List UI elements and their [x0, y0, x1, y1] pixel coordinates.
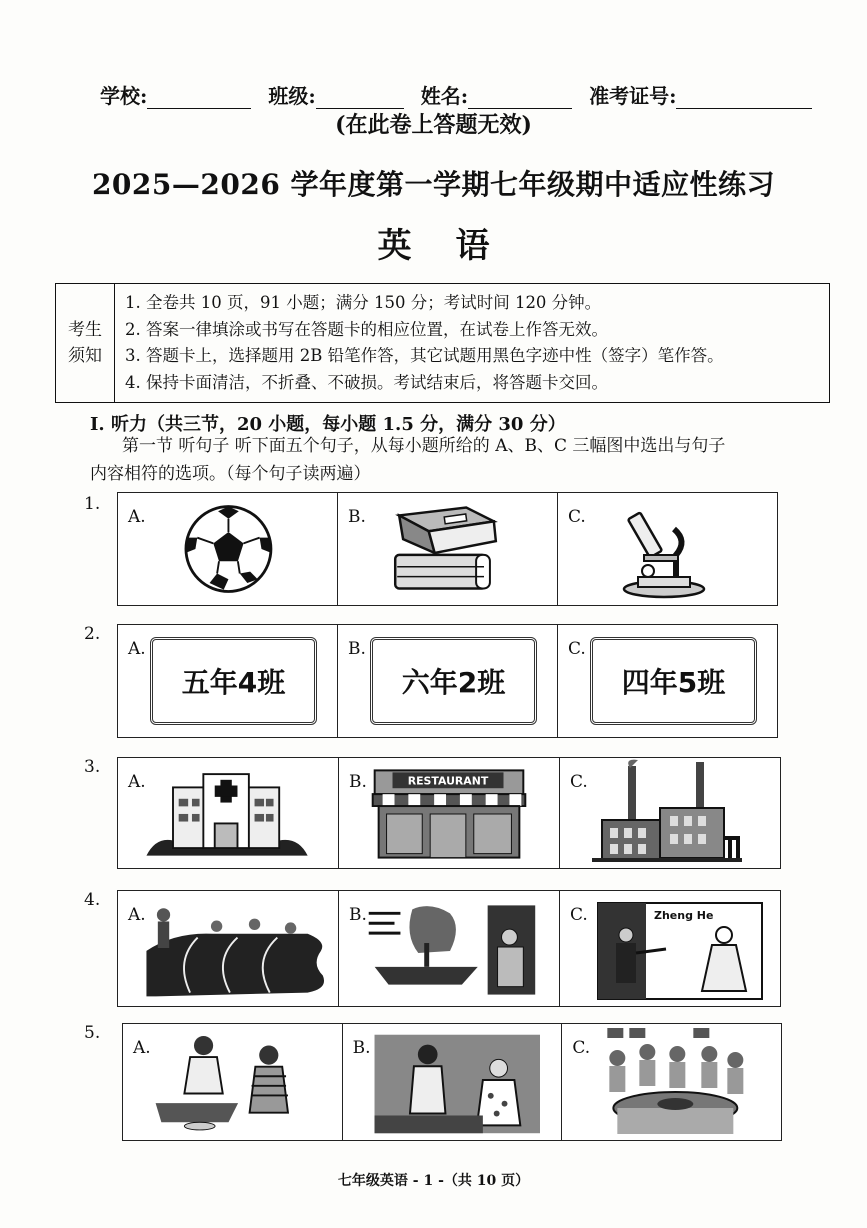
exam-no-blank	[676, 90, 812, 109]
subject-title: 英语	[377, 226, 534, 266]
option-b[interactable]	[339, 891, 560, 1006]
kitchen-icon	[343, 1024, 562, 1140]
option-b[interactable]	[343, 1024, 563, 1140]
history-lesson-icon	[339, 891, 559, 1006]
class-sign: 五年4班	[150, 637, 317, 725]
option-a[interactable]	[118, 625, 338, 737]
class-label: 班级:	[268, 84, 316, 108]
class-sign: 六年2班	[370, 637, 537, 725]
rule-item: 1. 全卷共 10 页，91 小题；满分 150 分；考试时间 120 分钟。	[125, 293, 602, 312]
option-label: C.	[572, 1038, 591, 1058]
board-text: Zheng He	[654, 909, 714, 922]
microscope-icon	[558, 493, 777, 605]
option-label: A.	[128, 639, 146, 659]
rule-item: 3. 答题卡上，选择题用 2B 铅笔作答，其它试题用黑色字迹中性（签字）笔作答。	[125, 346, 724, 365]
option-a[interactable]	[118, 758, 339, 868]
class-sign: 四年5班	[590, 637, 757, 725]
exam-rules-box	[55, 283, 830, 403]
question-4-options	[117, 890, 781, 1007]
option-b[interactable]	[338, 625, 558, 737]
books-icon	[338, 493, 557, 605]
restaurant-sign-text: RESTAURANT	[407, 774, 489, 788]
option-b[interactable]	[338, 493, 558, 605]
family-dinner-icon	[562, 1024, 781, 1140]
name-blank	[468, 90, 572, 109]
option-a[interactable]	[123, 1024, 343, 1140]
option-c[interactable]	[560, 891, 780, 1006]
option-label: C.	[570, 905, 588, 925]
question-3-options	[117, 757, 781, 869]
class-blank	[316, 90, 404, 109]
option-c[interactable]	[558, 625, 777, 737]
restaurant-icon	[339, 758, 559, 868]
option-label: B.	[349, 905, 367, 925]
part1-instruction-cont: 内容相符的选项。（每个句子读两遍）	[90, 464, 371, 484]
question-number: 2.	[84, 624, 101, 644]
rules-label	[56, 284, 115, 402]
option-c[interactable]	[562, 1024, 781, 1140]
rules-label-text: 考生须知	[68, 320, 102, 366]
option-label: B.	[349, 772, 367, 792]
question-number: 3.	[84, 757, 101, 777]
invalid-notice: (在此卷上答题无效)	[335, 112, 532, 138]
option-c[interactable]	[560, 758, 780, 868]
option-label: C.	[568, 507, 586, 527]
soccer-ball-icon	[118, 493, 337, 605]
option-label: C.	[570, 772, 588, 792]
option-label: B.	[348, 639, 366, 659]
option-label: A.	[128, 905, 146, 925]
rule-item: 2. 答案一律填涂或书写在答题卡的相应位置，在试卷上作答无效。	[125, 319, 608, 339]
exam-no-label: 准考证号:	[589, 84, 677, 108]
teacher-board-icon	[560, 891, 780, 1006]
option-c[interactable]	[558, 493, 777, 605]
option-label: A.	[128, 507, 146, 527]
name-label: 姓名:	[420, 84, 469, 108]
option-b[interactable]	[339, 758, 560, 868]
page-title: 2025—2026 学年度第一学期七年级期中适应性练习	[91, 168, 776, 201]
option-a[interactable]	[118, 493, 338, 605]
section-heading: I. 听力（共三节，20 小题，每小题 1.5 分，满分 30 分）	[90, 414, 566, 435]
question-number: 1.	[84, 494, 101, 514]
hospital-icon	[118, 758, 338, 868]
question-number: 4.	[84, 890, 101, 910]
part1-instruction: 第一节 听句子 听下面五个句子，从每小题所给的 A、B、C 三幅图中选出与句子	[122, 436, 726, 456]
question-2-options	[117, 624, 778, 738]
page-footer: 七年级英语 - 1 -（共 10 页）	[337, 1173, 530, 1189]
option-label: C.	[568, 639, 586, 659]
school-blank	[147, 90, 251, 109]
option-label: B.	[348, 507, 366, 527]
running-race-icon	[118, 891, 338, 1006]
factory-icon	[560, 758, 780, 868]
option-a[interactable]	[118, 891, 339, 1006]
school-label: 学校:	[100, 84, 148, 108]
question-number: 5.	[84, 1023, 101, 1043]
student-info-row	[100, 80, 822, 109]
question-1-options	[117, 492, 778, 606]
cooking-together-icon	[123, 1024, 342, 1140]
question-5-options	[122, 1023, 782, 1141]
rules-list	[115, 284, 724, 402]
option-label: B.	[352, 1038, 371, 1058]
option-label: A.	[128, 772, 146, 792]
option-label: A.	[133, 1038, 151, 1058]
rule-item: 4. 保持卡面清洁，不折叠、不破损。考试结束后，将答题卡交回。	[125, 372, 608, 392]
